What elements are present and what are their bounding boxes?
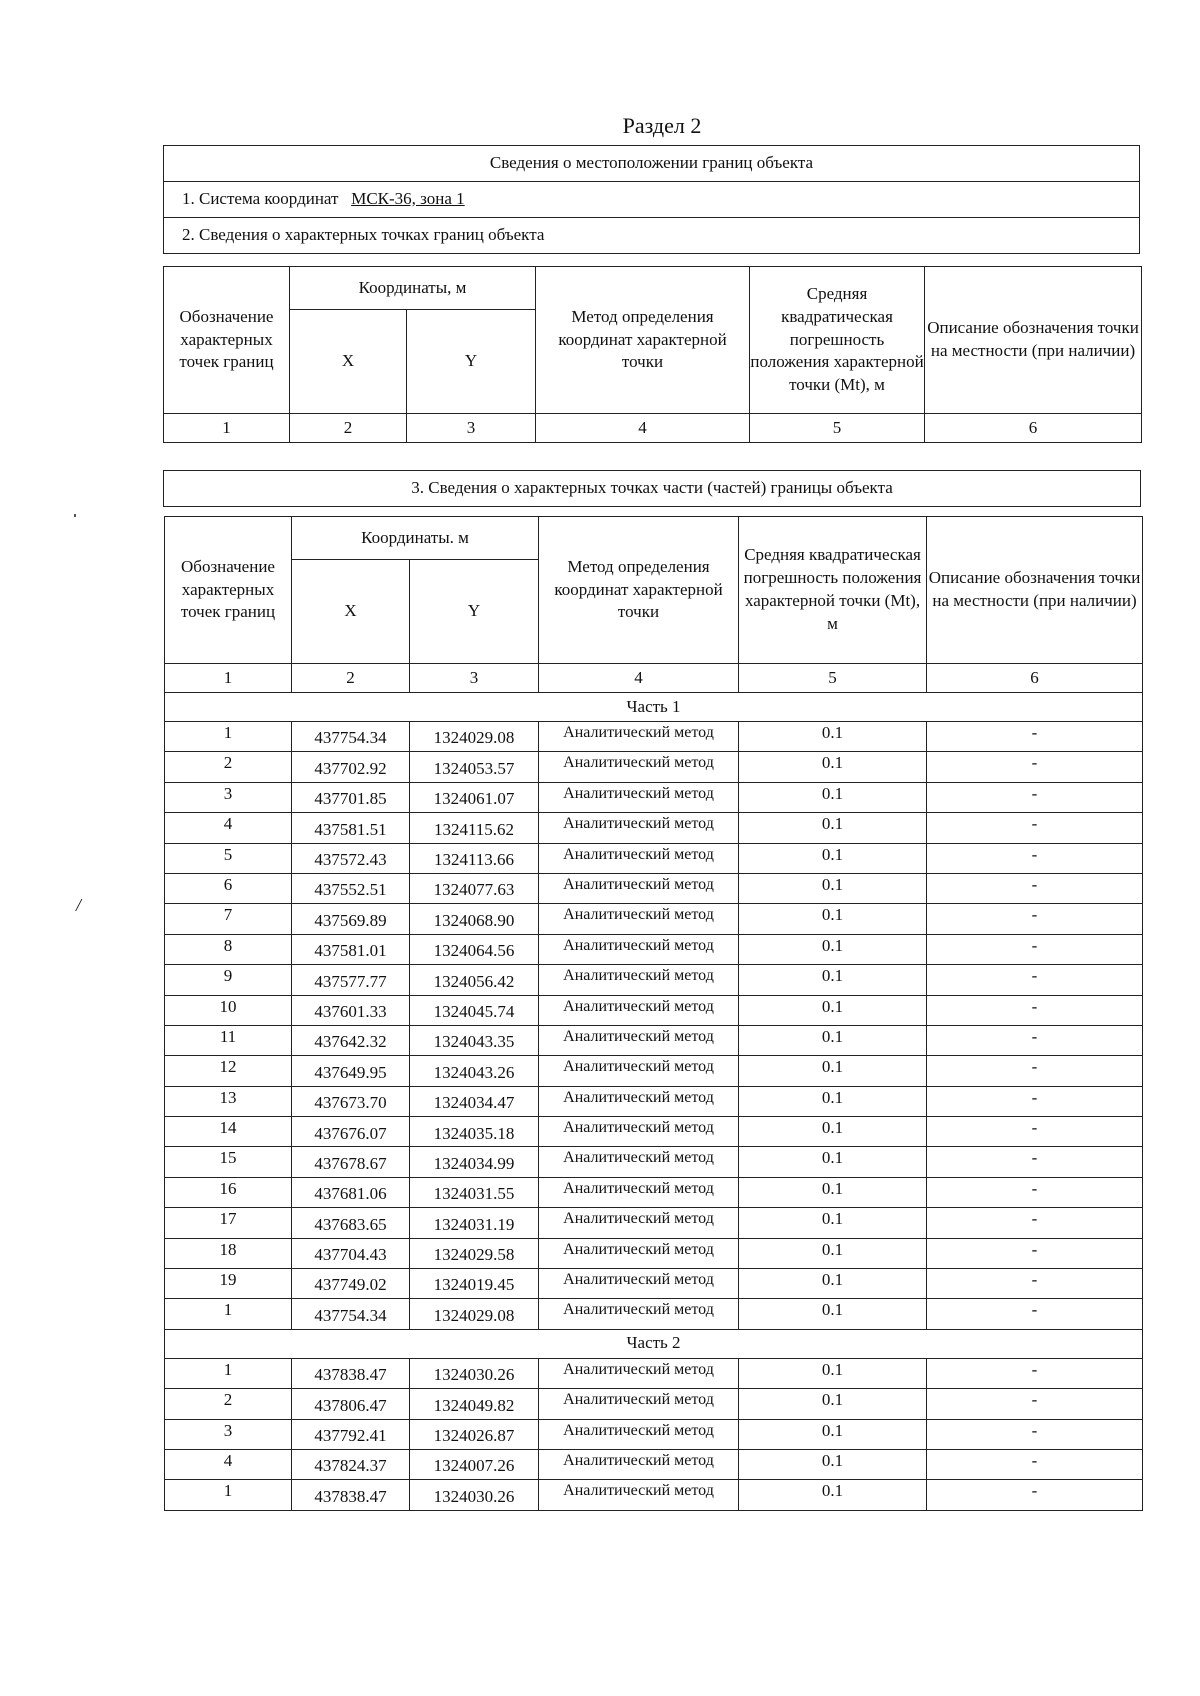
coord-system-value: МСК-36, зона 1 xyxy=(351,189,465,209)
table-row xyxy=(165,1480,1143,1510)
coord-x: 437581.01 xyxy=(292,934,410,964)
point-number: 11 xyxy=(165,1025,292,1055)
method-cell: Аналитический метод xyxy=(539,1177,739,1207)
error-cell: 0.1 xyxy=(739,873,927,903)
parts-body xyxy=(165,693,1143,1511)
coord-x: 437649.95 xyxy=(292,1056,410,1086)
coord-x: 437838.47 xyxy=(292,1480,410,1510)
error-cell: 0.1 xyxy=(739,1480,927,1510)
coord-y: 1324113.66 xyxy=(410,843,539,873)
col-designation-header: Обозначение характерных точек границ xyxy=(164,267,290,414)
error-cell: 0.1 xyxy=(739,1389,927,1419)
coord-x: 437824.37 xyxy=(292,1449,410,1479)
coord-y: 1324053.57 xyxy=(410,752,539,782)
point-number: 13 xyxy=(165,1086,292,1116)
point-number: 5 xyxy=(165,843,292,873)
parts-heading: 3. Сведения о характерных точках части (частей) границы объекта xyxy=(164,471,1141,507)
coord-y: 1324029.58 xyxy=(410,1238,539,1268)
col-number: 4 xyxy=(539,664,739,693)
description-cell: - xyxy=(927,813,1143,843)
col-y-header: Y xyxy=(407,310,536,414)
description-cell: - xyxy=(927,1389,1143,1419)
section-info-table xyxy=(163,145,1140,254)
coord-x: 437569.89 xyxy=(292,904,410,934)
method-cell: Аналитический метод xyxy=(539,813,739,843)
col-number: 5 xyxy=(739,664,927,693)
description-cell: - xyxy=(927,1238,1143,1268)
coord-y: 1324034.47 xyxy=(410,1086,539,1116)
table-row xyxy=(165,934,1143,964)
point-number: 16 xyxy=(165,1177,292,1207)
description-cell: - xyxy=(927,752,1143,782)
parts-heading-table xyxy=(163,470,1141,507)
point-number: 15 xyxy=(165,1147,292,1177)
col-number: 3 xyxy=(407,414,536,443)
coord-y: 1324077.63 xyxy=(410,873,539,903)
coord-y: 1324029.08 xyxy=(410,722,539,752)
method-cell: Аналитический метод xyxy=(539,1358,739,1388)
coord-x: 437754.34 xyxy=(292,722,410,752)
col-number: 6 xyxy=(927,664,1143,693)
error-cell: 0.1 xyxy=(739,1358,927,1388)
description-cell: - xyxy=(927,1056,1143,1086)
table-row xyxy=(165,1177,1143,1207)
coord-x: 437806.47 xyxy=(292,1389,410,1419)
point-number: 18 xyxy=(165,1238,292,1268)
coord-y: 1324043.35 xyxy=(410,1025,539,1055)
point-number: 6 xyxy=(165,873,292,903)
coord-x: 437673.70 xyxy=(292,1086,410,1116)
table-row xyxy=(165,1147,1143,1177)
error-cell: 0.1 xyxy=(739,1269,927,1299)
col-number: 4 xyxy=(536,414,750,443)
table-row xyxy=(165,813,1143,843)
col-number: 5 xyxy=(750,414,925,443)
col-method-header: Метод определения координат характерной точки xyxy=(539,517,739,664)
point-number: 12 xyxy=(165,1056,292,1086)
coord-x: 437702.92 xyxy=(292,752,410,782)
col-error-header: Средняя квадратическая погрешность положения характерной точки (Mt), м xyxy=(750,267,925,414)
coord-y: 1324068.90 xyxy=(410,904,539,934)
coord-x: 437838.47 xyxy=(292,1358,410,1388)
point-number: 8 xyxy=(165,934,292,964)
point-number: 3 xyxy=(165,782,292,812)
coord-x: 437572.43 xyxy=(292,843,410,873)
coord-y: 1324031.55 xyxy=(410,1177,539,1207)
point-number: 3 xyxy=(165,1419,292,1449)
method-cell: Аналитический метод xyxy=(539,1208,739,1238)
coord-system-row xyxy=(164,182,1140,218)
error-cell: 0.1 xyxy=(739,1419,927,1449)
error-cell: 0.1 xyxy=(739,995,927,1025)
description-cell: - xyxy=(927,1025,1143,1055)
col-coords-header: Координаты. м xyxy=(292,517,539,560)
description-cell: - xyxy=(927,1480,1143,1510)
coord-y: 1324034.99 xyxy=(410,1147,539,1177)
error-cell: 0.1 xyxy=(739,1025,927,1055)
method-cell: Аналитический метод xyxy=(539,1299,739,1329)
coord-y: 1324029.08 xyxy=(410,1299,539,1329)
table-row xyxy=(165,1086,1143,1116)
table-row xyxy=(165,965,1143,995)
coord-y: 1324035.18 xyxy=(410,1117,539,1147)
description-cell: - xyxy=(927,995,1143,1025)
col-number: 1 xyxy=(164,414,290,443)
table-row xyxy=(165,1449,1143,1479)
table-row xyxy=(165,1025,1143,1055)
method-cell: Аналитический метод xyxy=(539,873,739,903)
error-cell: 0.1 xyxy=(739,1117,927,1147)
description-cell: - xyxy=(927,965,1143,995)
coord-y: 1324043.26 xyxy=(410,1056,539,1086)
col-designation-header: Обозначение характерных точек границ xyxy=(165,517,292,664)
method-cell: Аналитический метод xyxy=(539,965,739,995)
coord-y: 1324064.56 xyxy=(410,934,539,964)
point-number: 19 xyxy=(165,1269,292,1299)
point-number: 7 xyxy=(165,904,292,934)
method-cell: Аналитический метод xyxy=(539,1238,739,1268)
method-cell: Аналитический метод xyxy=(539,1480,739,1510)
coord-y: 1324007.26 xyxy=(410,1449,539,1479)
col-number: 1 xyxy=(165,664,292,693)
error-cell: 0.1 xyxy=(739,965,927,995)
description-cell: - xyxy=(927,1419,1143,1449)
error-cell: 0.1 xyxy=(739,843,927,873)
coord-system-label: 1. Система координат xyxy=(182,189,339,209)
description-cell: - xyxy=(927,722,1143,752)
method-cell: Аналитический метод xyxy=(539,1449,739,1479)
col-description-header: Описание обозначения точки на местности (при наличии) xyxy=(927,517,1143,664)
method-cell: Аналитический метод xyxy=(539,782,739,812)
error-cell: 0.1 xyxy=(739,934,927,964)
table-row xyxy=(165,722,1143,752)
margin-mark: / xyxy=(76,895,82,915)
error-cell: 0.1 xyxy=(739,1299,927,1329)
point-number: 1 xyxy=(165,1358,292,1388)
description-cell: - xyxy=(927,1117,1143,1147)
col-method-header: Метод определения координат характерной точки xyxy=(536,267,750,414)
coord-x: 437754.34 xyxy=(292,1299,410,1329)
table-row xyxy=(165,1299,1143,1329)
coord-x: 437704.43 xyxy=(292,1238,410,1268)
description-cell: - xyxy=(927,1086,1143,1116)
table-row xyxy=(165,752,1143,782)
part-header-row xyxy=(165,1329,1143,1358)
description-cell: - xyxy=(927,1147,1143,1177)
coord-y: 1324019.45 xyxy=(410,1269,539,1299)
method-cell: Аналитический метод xyxy=(539,1147,739,1177)
col-coords-header: Координаты, м xyxy=(290,267,536,310)
description-cell: - xyxy=(927,934,1143,964)
col-number: 3 xyxy=(410,664,539,693)
method-cell: Аналитический метод xyxy=(539,1086,739,1116)
point-number: 9 xyxy=(165,965,292,995)
part-label: Часть 2 xyxy=(165,1329,1143,1358)
table-row xyxy=(165,1056,1143,1086)
error-cell: 0.1 xyxy=(739,1177,927,1207)
col-description-header: Описание обозначения точки на местности (при наличии) xyxy=(925,267,1142,414)
error-cell: 0.1 xyxy=(739,1086,927,1116)
description-cell: - xyxy=(927,1358,1143,1388)
error-cell: 0.1 xyxy=(739,782,927,812)
points-heading: 2. Сведения о характерных точках границ объекта xyxy=(164,218,1140,254)
method-cell: Аналитический метод xyxy=(539,722,739,752)
method-cell: Аналитический метод xyxy=(539,1269,739,1299)
parts-points-table xyxy=(164,516,1143,1511)
method-cell: Аналитический метод xyxy=(539,843,739,873)
table-row xyxy=(165,1238,1143,1268)
method-cell: Аналитический метод xyxy=(539,1117,739,1147)
method-cell: Аналитический метод xyxy=(539,904,739,934)
part-label: Часть 1 xyxy=(165,693,1143,722)
table-row xyxy=(165,1208,1143,1238)
error-cell: 0.1 xyxy=(739,813,927,843)
coord-y: 1324030.26 xyxy=(410,1480,539,1510)
page-title: Раздел 2 xyxy=(622,113,702,138)
description-cell: - xyxy=(927,1449,1143,1479)
point-number: 4 xyxy=(165,813,292,843)
method-cell: Аналитический метод xyxy=(539,995,739,1025)
point-number: 14 xyxy=(165,1117,292,1147)
table-row xyxy=(165,995,1143,1025)
description-cell: - xyxy=(927,1299,1143,1329)
coord-y: 1324026.87 xyxy=(410,1419,539,1449)
table-row xyxy=(165,843,1143,873)
scan-speck xyxy=(74,514,76,517)
coord-x: 437581.51 xyxy=(292,813,410,843)
method-cell: Аналитический метод xyxy=(539,1025,739,1055)
point-number: 2 xyxy=(165,752,292,782)
table-row xyxy=(165,782,1143,812)
description-cell: - xyxy=(927,904,1143,934)
description-cell: - xyxy=(927,782,1143,812)
error-cell: 0.1 xyxy=(739,1449,927,1479)
method-cell: Аналитический метод xyxy=(539,1389,739,1419)
coord-x: 437642.32 xyxy=(292,1025,410,1055)
point-number: 4 xyxy=(165,1449,292,1479)
coord-y: 1324049.82 xyxy=(410,1389,539,1419)
table-row xyxy=(165,1269,1143,1299)
point-number: 1 xyxy=(165,1299,292,1329)
error-cell: 0.1 xyxy=(739,1147,927,1177)
section-heading: Сведения о местоположении границ объекта xyxy=(164,146,1140,182)
point-number: 17 xyxy=(165,1208,292,1238)
point-number: 1 xyxy=(165,1480,292,1510)
point-number: 1 xyxy=(165,722,292,752)
coord-x: 437552.51 xyxy=(292,873,410,903)
method-cell: Аналитический метод xyxy=(539,1419,739,1449)
table-row xyxy=(165,1389,1143,1419)
description-cell: - xyxy=(927,873,1143,903)
table-row xyxy=(165,1117,1143,1147)
description-cell: - xyxy=(927,1177,1143,1207)
boundary-points-table xyxy=(163,266,1142,443)
point-number: 2 xyxy=(165,1389,292,1419)
error-cell: 0.1 xyxy=(739,1208,927,1238)
table-row xyxy=(165,904,1143,934)
coord-x: 437749.02 xyxy=(292,1269,410,1299)
point-number: 10 xyxy=(165,995,292,1025)
description-cell: - xyxy=(927,1269,1143,1299)
col-y-header: Y xyxy=(410,560,539,664)
col-number: 6 xyxy=(925,414,1142,443)
coord-x: 437577.77 xyxy=(292,965,410,995)
description-cell: - xyxy=(927,1208,1143,1238)
col-error-header: Средняя квадратическая погрешность положения характерной точки (Mt), м xyxy=(739,517,927,664)
col-number: 2 xyxy=(292,664,410,693)
table-row xyxy=(165,1358,1143,1388)
method-cell: Аналитический метод xyxy=(539,1056,739,1086)
coord-y: 1324030.26 xyxy=(410,1358,539,1388)
coord-x: 437601.33 xyxy=(292,995,410,1025)
coord-x: 437678.67 xyxy=(292,1147,410,1177)
col-x-header: X xyxy=(292,560,410,664)
error-cell: 0.1 xyxy=(739,722,927,752)
coord-y: 1324061.07 xyxy=(410,782,539,812)
coord-y: 1324115.62 xyxy=(410,813,539,843)
coord-x: 437683.65 xyxy=(292,1208,410,1238)
coord-y: 1324056.42 xyxy=(410,965,539,995)
error-cell: 0.1 xyxy=(739,904,927,934)
coord-y: 1324031.19 xyxy=(410,1208,539,1238)
col-number: 2 xyxy=(290,414,407,443)
coord-x: 437701.85 xyxy=(292,782,410,812)
col-x-header: X xyxy=(290,310,407,414)
part-header-row xyxy=(165,693,1143,722)
coord-x: 437681.06 xyxy=(292,1177,410,1207)
description-cell: - xyxy=(927,843,1143,873)
error-cell: 0.1 xyxy=(739,1056,927,1086)
method-cell: Аналитический метод xyxy=(539,752,739,782)
table-row xyxy=(165,873,1143,903)
coord-y: 1324045.74 xyxy=(410,995,539,1025)
error-cell: 0.1 xyxy=(739,1238,927,1268)
coord-x: 437792.41 xyxy=(292,1419,410,1449)
coord-x: 437676.07 xyxy=(292,1117,410,1147)
error-cell: 0.1 xyxy=(739,752,927,782)
table-row xyxy=(165,1419,1143,1449)
method-cell: Аналитический метод xyxy=(539,934,739,964)
